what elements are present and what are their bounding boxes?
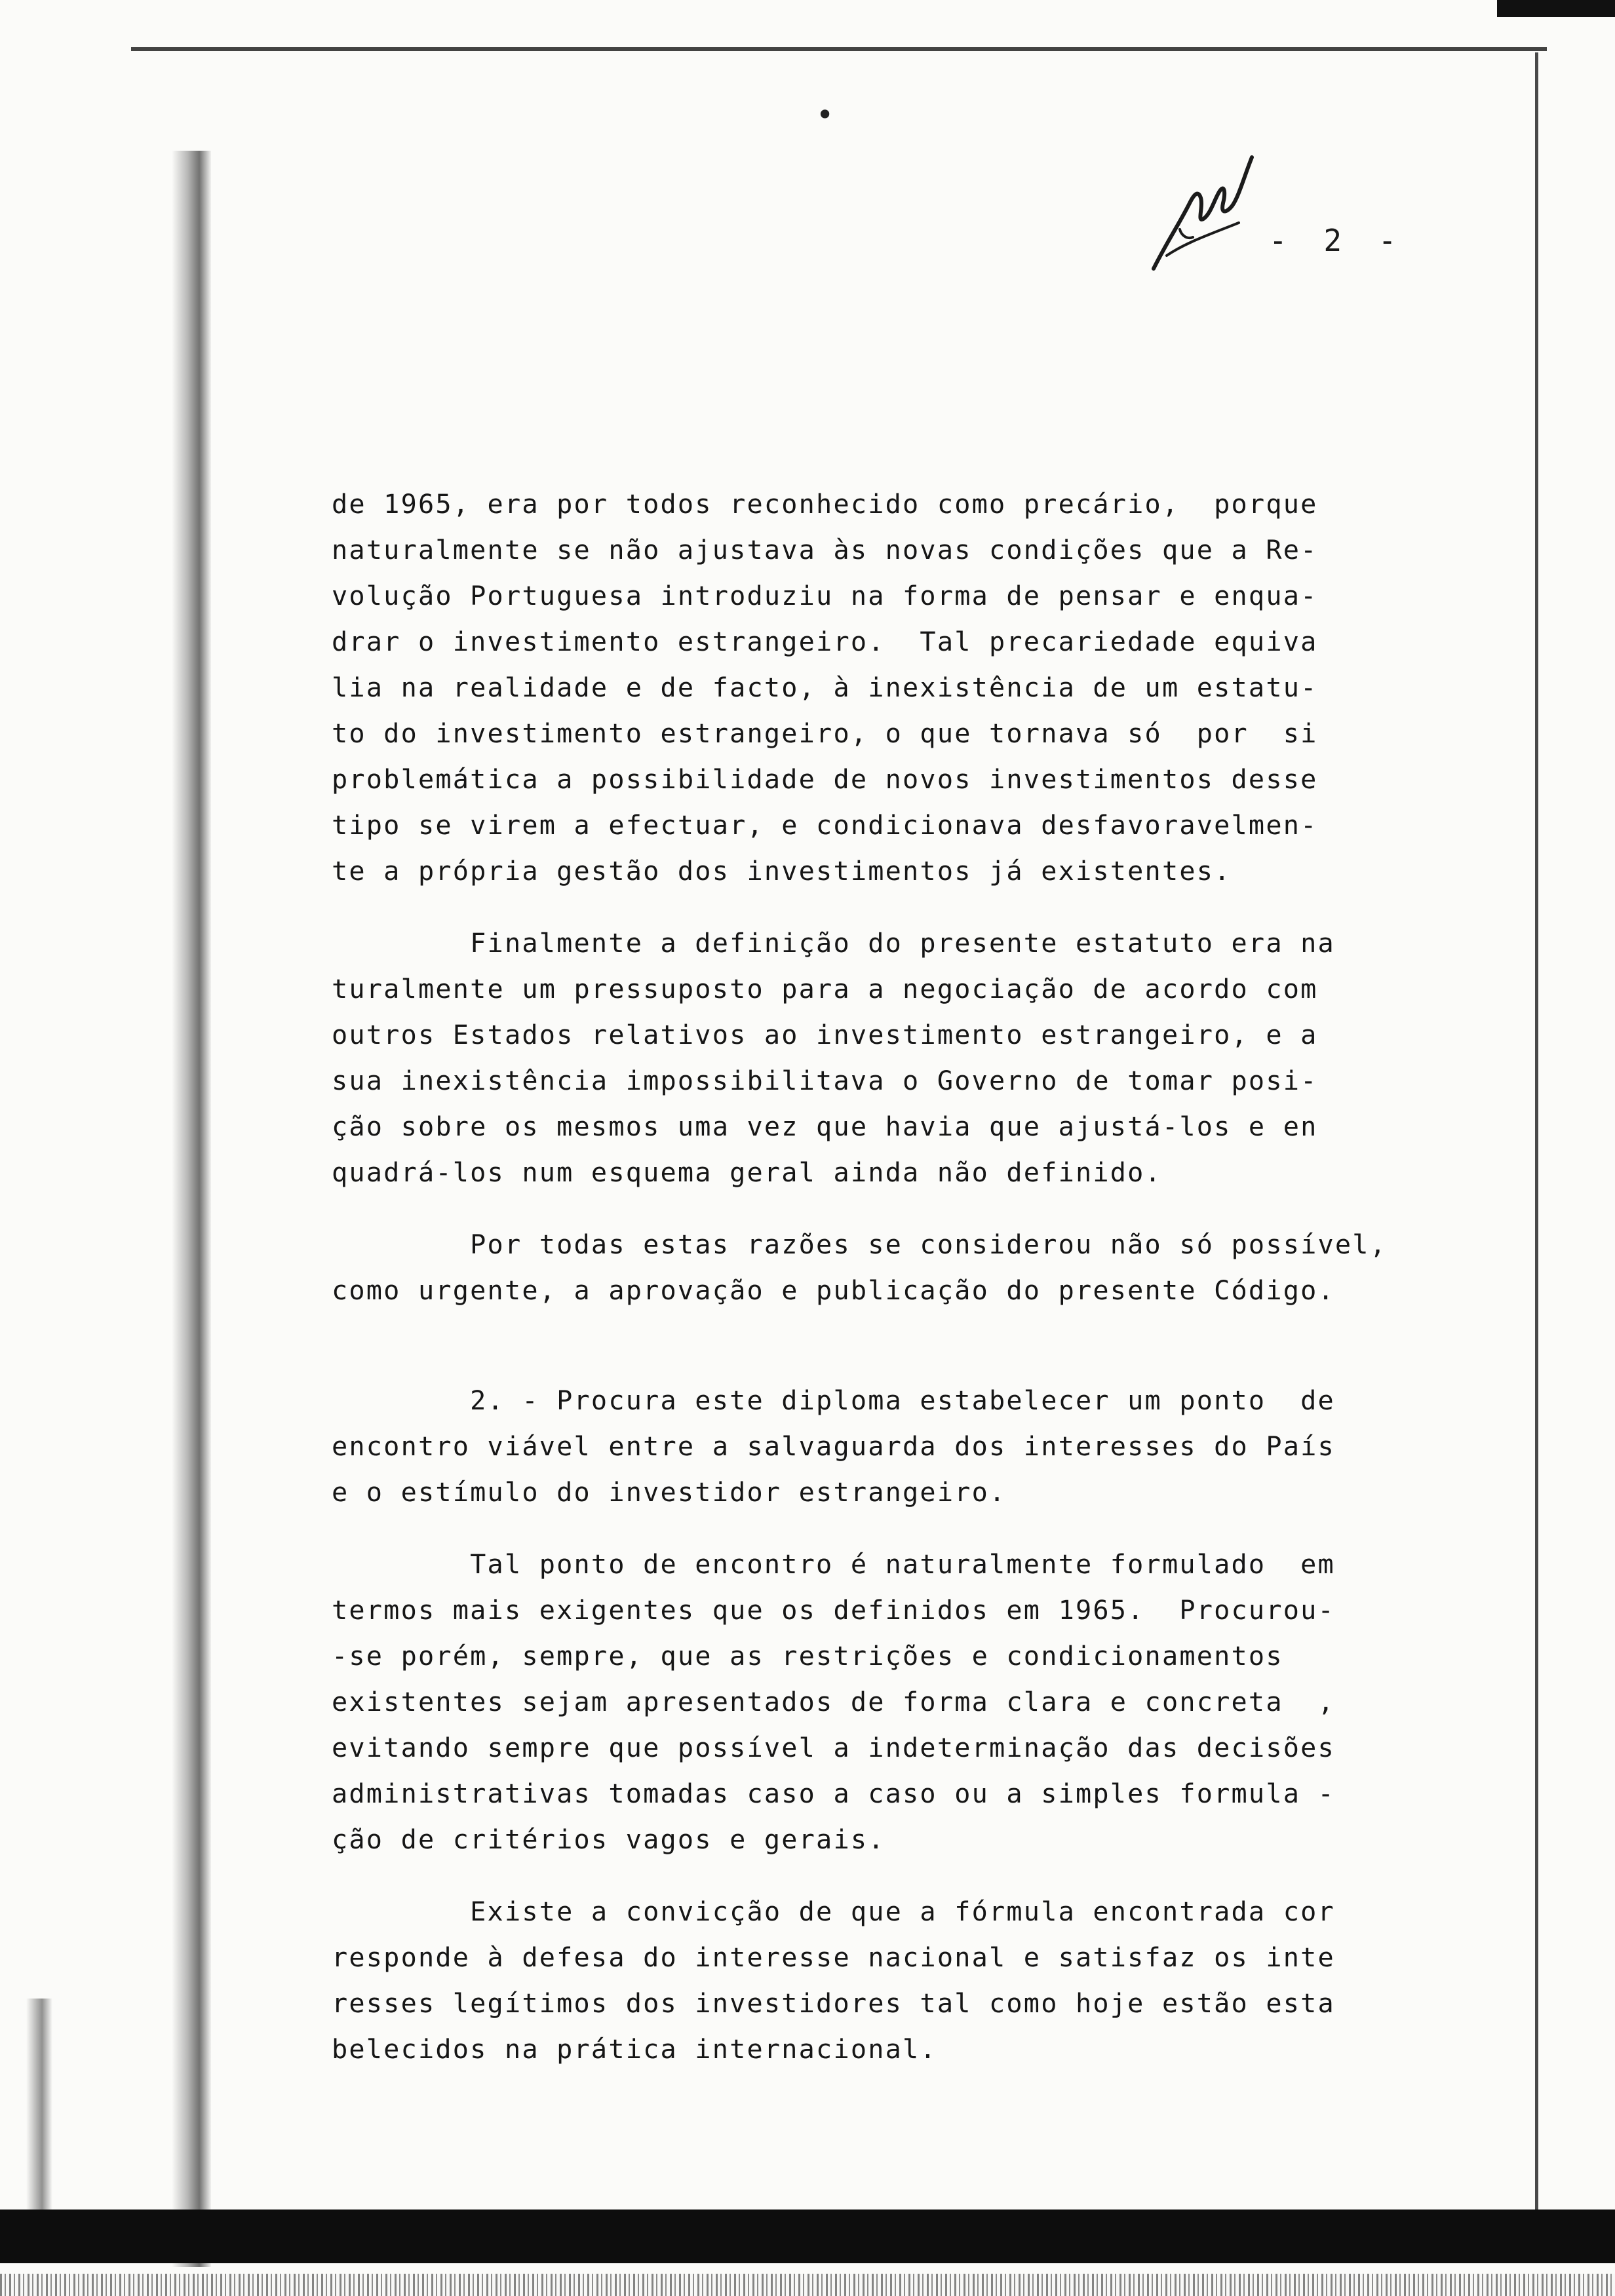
text-line: responde à defesa do interesse nacional e satisfaz os inte	[332, 1943, 1335, 1973]
text-line: outros Estados relativos ao investimento estrangeiro, e a	[332, 1020, 1318, 1050]
text-line: encontro viável entre a salvaguarda dos interesses do País	[332, 1432, 1335, 1462]
text-line: belecidos na prática internacional.	[332, 2035, 937, 2065]
text-line: quadrá-los num esquema geral ainda não definido.	[332, 1158, 1162, 1188]
text-line: tipo se virem a efectuar, e condicionava desfavoravelmen-	[332, 811, 1318, 841]
text-line: -se porém, sempre, que as restrições e condicionamentos	[332, 1641, 1283, 1672]
scan-right-edge	[1535, 52, 1538, 2234]
text-line: como urgente, a aprovação e publicação do presente Código.	[332, 1276, 1335, 1306]
text-line: evitando sempre que possível a indeterminação das decisões	[332, 1733, 1335, 1763]
text-line: administrativas tomadas caso a caso ou a simples formula -	[332, 1779, 1335, 1809]
text-line: to do investimento estrangeiro, o que tornava só por si	[332, 719, 1318, 749]
text-line: Tal ponto de encontro é naturalmente formulado em	[332, 1550, 1335, 1580]
text-line: sua inexistência impossibilitava o Governo de tomar posi-	[332, 1066, 1318, 1096]
ink-mark: •	[816, 97, 834, 132]
text-line: te a própria gestão dos investimentos já existentes.	[332, 856, 1232, 887]
text-line: existentes sejam apresentados de forma clara e concreta ,	[332, 1687, 1335, 1717]
text-line: problemática a possibilidade de novos investimentos desse	[332, 765, 1318, 795]
text-line: ção sobre os mesmos uma vez que havia que ajustá-los e en	[332, 1112, 1318, 1142]
scan-left-binding-shadow	[172, 151, 211, 2267]
text-line: resses legítimos dos investidores tal como hoje estão esta	[332, 1989, 1335, 2019]
text-line: drar o investimento estrangeiro. Tal precariedade equiva	[332, 627, 1318, 657]
text-line: Por todas estas razões se considerou não só possível,	[332, 1230, 1388, 1260]
scan-bottom-edge	[0, 2210, 1615, 2263]
scan-top-edge	[131, 47, 1547, 51]
handwritten-initials	[1140, 151, 1265, 282]
document-body	[332, 482, 1459, 2073]
text-line: ção de critérios vagos e gerais.	[332, 1825, 885, 1855]
text-line: Finalmente a definição do presente estatuto era na	[332, 928, 1335, 959]
text-line: termos mais exigentes que os definidos em 1965. Procurou-	[332, 1596, 1335, 1626]
text-line: lia na realidade e de facto, à inexistência de um estatu-	[332, 673, 1318, 703]
text-line: de 1965, era por todos reconhecido como precário, porque	[332, 489, 1318, 520]
page-number: - 2 -	[1269, 223, 1406, 258]
scan-bottom-noise	[0, 2274, 1615, 2296]
scan-corner-shadow	[1497, 0, 1615, 17]
text-line: naturalmente se não ajustava às novas condições que a Re-	[332, 535, 1318, 565]
text-line: e o estímulo do investidor estrangeiro.	[332, 1478, 1007, 1508]
text-line: turalmente um pressuposto para a negociação de acordo com	[332, 974, 1318, 1004]
scan-left-edge	[26, 1999, 52, 2234]
text-line: Existe a convicção de que a fórmula encontrada cor	[332, 1897, 1335, 1927]
text-line: volução Portuguesa introduziu na forma de pensar e enqua-	[332, 581, 1318, 611]
text-line: 2. - Procura este diploma estabelecer um ponto de	[332, 1386, 1335, 1416]
